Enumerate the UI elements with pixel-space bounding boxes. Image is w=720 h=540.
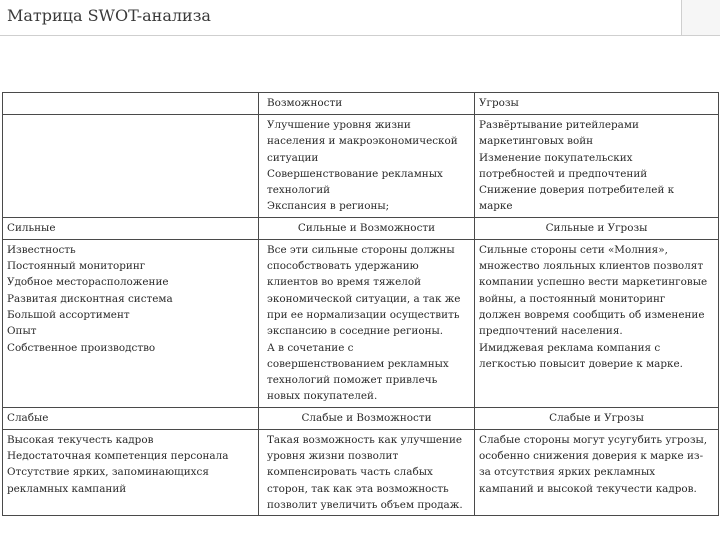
threats-header: Угрозы <box>475 93 719 115</box>
weaknesses-label: Слабые <box>3 407 259 429</box>
header-row <box>3 93 719 115</box>
empty-factor-cell <box>3 115 259 218</box>
opportunity-item: Совершенствование рекламных <box>267 167 443 180</box>
strengths-list-cell <box>3 239 259 407</box>
so-text-line: экспансию в соседние регионы. <box>267 325 444 338</box>
so-text-line: способствовать удержанию <box>267 260 419 273</box>
opportunity-item: ситуации <box>267 151 319 164</box>
weaknesses-list-cell <box>3 429 259 515</box>
weakness-item: Высокая текучесть кадров <box>7 433 154 446</box>
st-text-line: предпочтений населения. <box>479 325 623 338</box>
st-text-line: Сильные стороны сети «Молния», <box>479 243 668 256</box>
st-text-line: компании успешно вести маркетинговые <box>479 276 708 289</box>
wt-text-line: за отсутствия ярких рекламных <box>479 466 656 479</box>
strength-item: Известность <box>7 243 76 256</box>
so-text-line: при ее нормализации осуществить <box>267 308 460 321</box>
wo-text-line: компенсировать часть слабых <box>267 466 433 479</box>
so-text-line: совершенствованием рекламных <box>267 357 449 370</box>
st-label: Сильные и Угрозы <box>475 217 719 239</box>
threat-item: потребностей и предпочтений <box>479 167 648 180</box>
wo-text-line: позволит увеличить объем продаж. <box>267 498 463 511</box>
so-text-line: новых покупателей. <box>267 390 378 403</box>
weakness-item: Недостаточная компетенция персонала <box>7 450 229 463</box>
weaknesses-row <box>3 429 719 515</box>
threat-item: маркетинговых войн <box>479 135 594 148</box>
opportunities-header: Возможности <box>259 93 475 115</box>
st-text-line: множество лояльных клиентов позволят <box>479 260 704 273</box>
so-text-cell <box>259 239 475 407</box>
st-text-cell <box>475 239 719 407</box>
threat-item: Изменение покупательских <box>479 151 633 164</box>
so-text-line: клиентов во время тяжелой <box>267 276 422 289</box>
wt-text-line: кампаний и высокой текучести кадров. <box>479 482 697 495</box>
threat-item: Снижение доверия потребителей к <box>479 184 675 197</box>
opportunity-item: Улучшение уровня жизни <box>267 119 411 131</box>
threats-list-cell <box>475 115 719 218</box>
opportunity-item: населения и макроэкономической <box>267 135 458 148</box>
st-text-line: легкостью повысит доверие к марке. <box>479 357 683 370</box>
threat-item: марке <box>479 200 513 213</box>
strengths-label: Сильные <box>3 217 259 239</box>
st-text-line: должен вовремя сообщить об изменение <box>479 308 705 321</box>
weakness-item: Отсутствие ярких, запоминающихся <box>7 466 209 479</box>
wt-text-line: Слабые стороны могут усугубить угрозы, <box>479 433 708 446</box>
st-text-line: войны, а постоянный мониторинг <box>479 292 666 305</box>
factors-row <box>3 115 719 218</box>
strength-item: Собственное производство <box>7 341 156 354</box>
opportunity-item: технологий <box>267 184 331 197</box>
wo-label: Слабые и Возможности <box>259 407 475 429</box>
so-label: Сильные и Возможности <box>259 217 475 239</box>
strengths-label-row <box>3 217 719 239</box>
wo-text-line: уровня жизни позволит <box>267 450 399 463</box>
opportunities-list-cell <box>259 115 475 218</box>
strength-item: Постоянный мониторинг <box>7 260 146 273</box>
weakness-item: рекламных кампаний <box>7 482 127 495</box>
strength-item: Опыт <box>7 325 37 338</box>
so-text-line: экономической ситуации, а так же <box>267 292 461 305</box>
wo-text-line: Такая возможность как улучшение <box>267 433 463 446</box>
weaknesses-label-row <box>3 407 719 429</box>
corner-cell <box>3 93 259 115</box>
so-text-line: технологий поможет привлечь <box>267 374 438 387</box>
so-text-line: А в сочетание с <box>267 341 354 354</box>
wt-label: Слабые и Угрозы <box>475 407 719 429</box>
wo-text-line: сторон, так как эта возможность <box>267 482 449 495</box>
strength-item: Большой ассортимент <box>7 308 130 321</box>
strength-item: Развитая дисконтная система <box>7 292 173 305</box>
strengths-row <box>3 239 719 407</box>
slide-title: Матрица SWOT-анализа <box>7 6 211 25</box>
wt-text-line: особенно снижения доверия к марке из- <box>479 450 704 463</box>
wo-text-cell <box>259 429 475 515</box>
swot-matrix-table <box>2 92 719 516</box>
strength-item: Удобное месторасположение <box>7 276 169 289</box>
threat-item: Развёртывание ритейлерами <box>479 119 639 131</box>
opportunity-item: Экспансия в регионы; <box>267 200 390 213</box>
wt-text-cell <box>475 429 719 515</box>
so-text-line: Все эти сильные стороны должны <box>267 243 455 256</box>
st-text-line: Имиджевая реклама компания с <box>479 341 661 354</box>
